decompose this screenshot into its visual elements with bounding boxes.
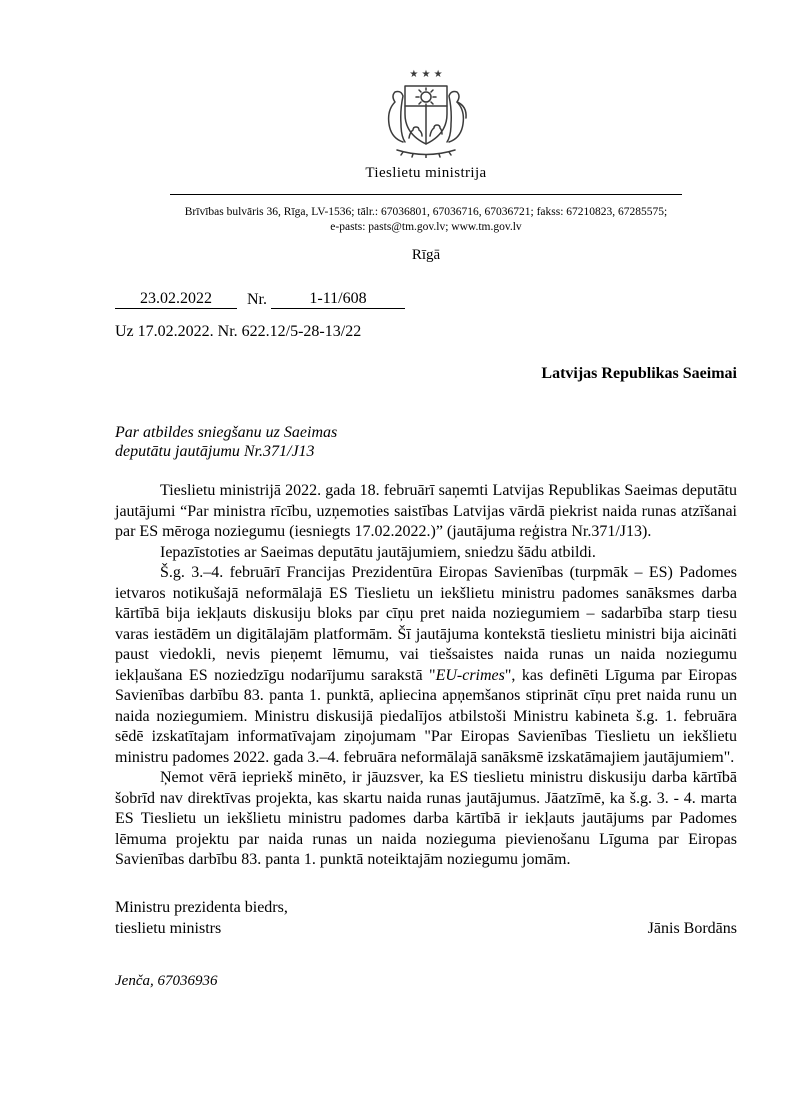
body-paragraph-3 [115,563,737,768]
address-line-2: e-pasts: pasts@tm.gov.lv; www.tm.gov.lv [330,221,522,233]
letterhead [115,66,737,264]
signatory-name: Jānis Bordāns [647,919,737,937]
subject-line-2: deputātu jautājumu Nr.371/J13 [115,443,315,460]
address-line-1: Brīvības bulvāris 36, Rīga, LV-1536; tālr.: 67036801, 67036716, 67036721; fakss: 67210823, 67285575; [184,206,668,218]
svg-text:★ ★ ★: ★ ★ ★ [409,69,443,80]
signature-block [115,897,737,939]
body-paragraph-1: Tieslietu ministrijā 2022. gada 18. februārī saņemti Latvijas Republikas Saeimas deputātu jautājumi “Par ministra rīcību, uzņemoties saistības Latvijas vārdā piekrist naida runas atzīšanai par ES mēroga noziegumu (iesniegts 17.02.2022.)” (jautājuma reģistra Nr.371/J13). [115,482,737,540]
body-paragraph-4: Ņemot vērā iepriekš minēto, ir jāuzsver, ka ES tieslietu ministru diskusiju darba kārtībā šobrīd nav direktīvas projekta, kas skartu naida runas jautājumus. Jāatzīmē, ka š.g. 3. - 4. marta ES Tieslietu un iekšlietu ministru padomes darba kārtībā ir iekļauts jautājums par Padomes lēmuma projektu par naida runas un naida nozieguma pievienošanu Līguma par Eiropas Savienības darbību 83. panta 1. punktā noteiktajām noziegumu jomām. [115,769,737,868]
body-paragraph-3-emphasis: EU-crimes [435,666,505,684]
number-field: 1-11/608 [271,290,405,309]
date-field: 23.02.2022 [115,290,237,309]
signature-title-1: Ministru prezidenta biedrs, [115,898,288,916]
body-paragraph-2: Iepazīstoties ar Saeimas deputātu jautājumiem, sniedzu šādu atbildi. [160,543,596,561]
contact-note: Jenča, 67036936 [115,972,218,989]
latvia-coat-of-arms-icon [367,66,485,158]
body-paragraph-3-text-b: ", kas definēti Līguma par Eiropas Savienības darbību 83. panta 1. punktā, apliecina apņemšanos stiprināt cīņu pret naida runu un naida noziegumiem. Ministru diskusijā piedalījos atbilstoši Ministru kabineta š.g. 1. februāra sēdē izskatītajam informatīvajam ziņojumam "Par Eiropas Savienības Tieslietu un iekšlietu ministru padomes 2022. gada 3.–4. februāra neformālajā sanāksmē izskatāmajiem jautājumiem". [115,666,738,766]
reference-row [115,290,737,309]
letter-body [115,481,737,871]
letterhead-rule [170,194,682,195]
addressee: Latvijas Republikas Saeimai [541,365,737,382]
signature-title-2: tieslietu ministrs [115,919,222,937]
body-paragraph-3-text-a: Š.g. 3.–4. februārī Francijas Prezidentūra Eiropas Savienības (turpmāk – ES) Padomes ietvaros notikušajā neformālajā ES Tieslietu un iekšlietu ministru padomes sanāksmes darba kārtībā bija iekļauts diskusiju bloks par cīņu pret naida noziegumiem – sadarbība starp tiesu varas iestādēm un digitālajām platformām. Šī jautājuma kontekstā tieslietu ministri bija aicināti paust viedokli, nevis pieņemt lēmumu, vai tiešsaistes naida runas un naida noziegumu iekļaušana ES noziedzīgu nodarījumu sarakstā " [115,564,737,684]
subject-block [115,423,737,461]
nr-label: Nr. [247,291,267,308]
reply-reference: Uz 17.02.2022. Nr. 622.12/5-28-13/22 [115,323,362,340]
ministry-name: Tieslietu ministrija [365,165,487,181]
subject-line-1: Par atbildes sniegšanu uz Saeimas [115,424,338,441]
city-line: Rīgā [411,247,441,263]
